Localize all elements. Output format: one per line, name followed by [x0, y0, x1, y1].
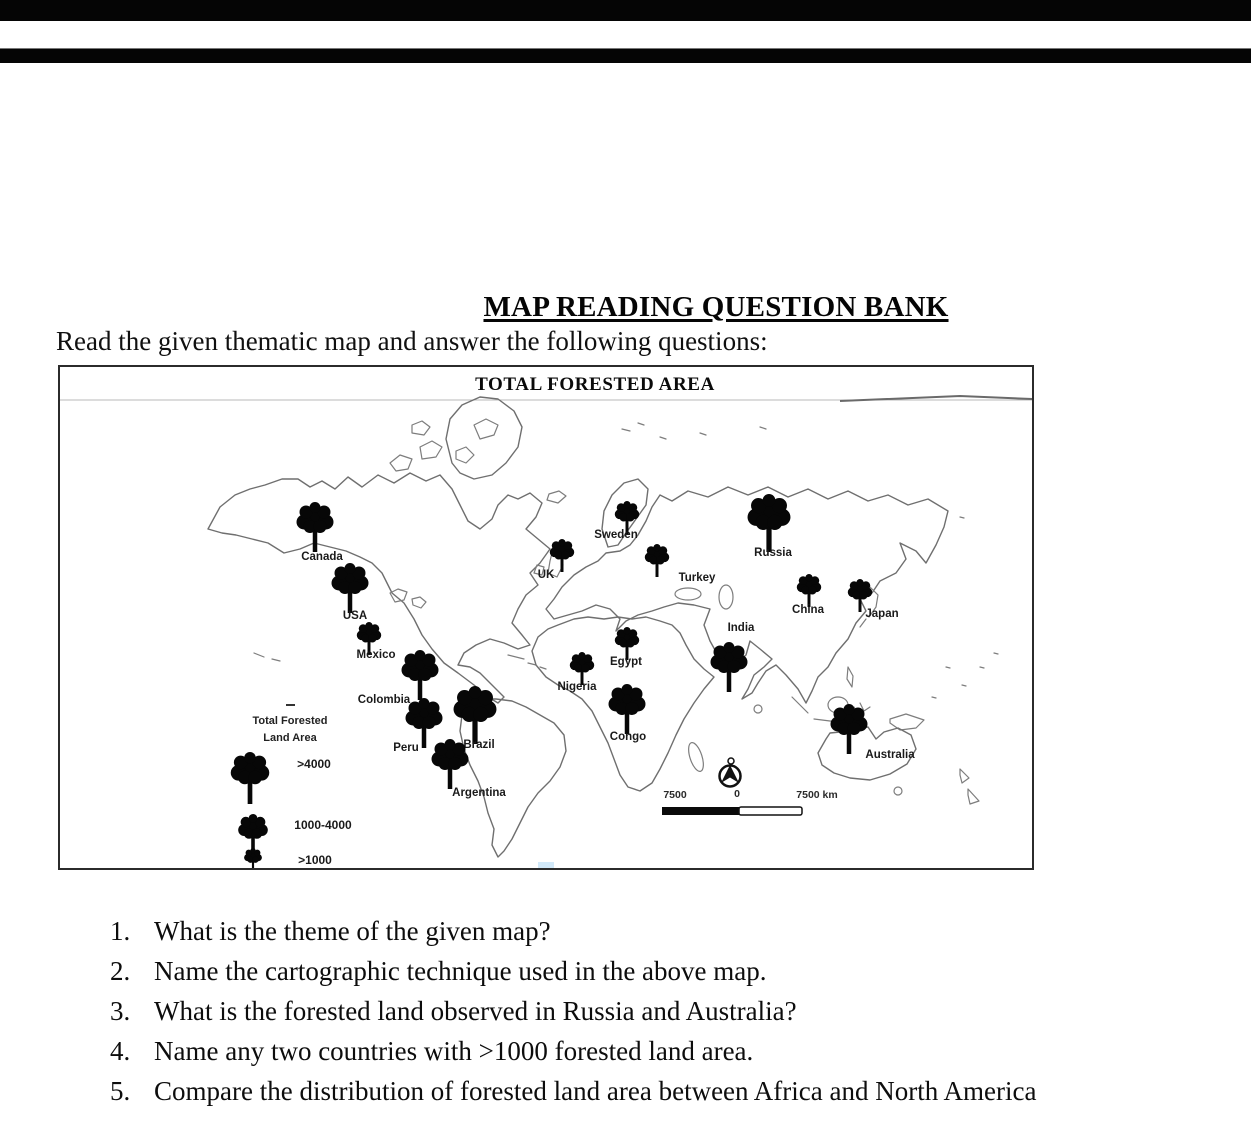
- caspian-sea: [719, 585, 733, 609]
- coastlines-layer: [208, 397, 998, 857]
- tree-symbol-argentina: [432, 739, 469, 789]
- scale-group: [662, 758, 838, 815]
- country-label-japan: Japan: [865, 608, 899, 620]
- legend-heading-line1: Total Forested: [252, 715, 328, 727]
- question-number: 4.: [110, 1036, 131, 1066]
- country-label-brazil: Brazil: [463, 739, 495, 751]
- question-item-5: [110, 1076, 1036, 1107]
- tree-symbol-china: [797, 574, 821, 607]
- question-list: [110, 916, 1036, 1116]
- country-label-usa: USA: [342, 610, 368, 622]
- legend-item-label-0: >4000: [297, 757, 331, 771]
- question-number: 5.: [110, 1076, 131, 1106]
- new-zealand: [960, 769, 979, 804]
- thematic-map: [60, 367, 1032, 868]
- tree-symbol-usa: [332, 563, 369, 613]
- hawaii-islands: [254, 653, 280, 661]
- legend-item-label-2: >1000: [298, 853, 332, 867]
- new-guinea: [890, 714, 924, 730]
- countries-layer: [297, 494, 916, 799]
- coastline-north-america: [208, 473, 550, 703]
- question-item-4: [110, 1036, 1036, 1067]
- question-number: 3.: [110, 996, 131, 1026]
- sri-lanka: [754, 705, 762, 713]
- legend-tree-2: [244, 848, 262, 868]
- great-lakes: [390, 589, 426, 608]
- country-label-egypt: Egypt: [610, 656, 642, 668]
- question-item-1: [110, 916, 1036, 947]
- coastline-philippines: [847, 667, 853, 687]
- country-label-russia: Russia: [754, 547, 792, 559]
- tree-symbol-uk: [550, 539, 574, 572]
- country-label-australia: Australia: [865, 749, 915, 761]
- tree-symbol-congo: [609, 684, 646, 734]
- country-label-nigeria: Nigeria: [557, 681, 597, 693]
- question-number: 1.: [110, 916, 131, 946]
- tree-symbol-australia: [831, 704, 868, 754]
- question-text: Name any two countries with >1000 forested land area.: [154, 1036, 754, 1066]
- svalbard-islands: [622, 423, 766, 439]
- scale-zero-label: 0: [734, 788, 740, 800]
- country-label-argentina: Argentina: [452, 787, 506, 799]
- coastline-iceland: [547, 491, 566, 503]
- pacific-islands: [932, 517, 998, 698]
- madagascar: [686, 741, 707, 773]
- coastline-eurasia: [546, 487, 948, 703]
- scale-left-label: 7500: [663, 789, 687, 801]
- question-text: What is the forested land observed in Russia and Australia?: [154, 996, 797, 1026]
- tree-symbol-turkey: [645, 544, 669, 577]
- country-label-congo: Congo: [609, 731, 647, 743]
- coastline-arctic-islands: [390, 419, 498, 471]
- tree-symbol-colombia: [402, 650, 439, 700]
- country-label-colombia: Colombia: [357, 694, 411, 706]
- legend-item-label-1: 1000-4000: [294, 818, 352, 832]
- country-label-uk: UK: [537, 569, 555, 581]
- question-number: 2.: [110, 956, 131, 986]
- question-item-2: [110, 956, 1036, 987]
- legend-heading-line2: Land Area: [263, 732, 317, 744]
- question-text: Compare the distribution of forested land area between Africa and North America: [154, 1076, 1037, 1106]
- page-title: MAP READING QUESTION BANK: [483, 291, 949, 323]
- black-sea: [675, 588, 701, 600]
- tasmania: [894, 787, 902, 795]
- country-label-mexico: Mexico: [356, 649, 396, 661]
- country-label-china: China: [792, 604, 824, 616]
- question-text: What is the theme of the given map?: [154, 916, 551, 946]
- caribbean-islands: [508, 655, 546, 669]
- tree-symbol-canada: [297, 502, 334, 552]
- compass-top-loop-icon: [728, 758, 734, 764]
- legend-items-layer: [231, 752, 352, 868]
- country-label-sweden: Sweden: [594, 529, 638, 541]
- top-black-bar: [0, 0, 1251, 21]
- second-black-bar: [0, 49, 1251, 63]
- tree-symbol-brazil: [454, 686, 497, 744]
- instruction-text: Read the given thematic map and answer the following questions:: [56, 326, 768, 356]
- question-text: Name the cartographic technique used in the above map.: [154, 956, 767, 986]
- scale-bar-empty: [739, 807, 802, 815]
- question-item-3: [110, 996, 1036, 1027]
- tree-symbol-india: [711, 642, 748, 692]
- legend-tree-0: [231, 752, 269, 804]
- scale-bar-filled: [662, 807, 739, 815]
- scan-blue-smudge: [538, 862, 554, 868]
- country-label-canada: Canada: [301, 551, 343, 563]
- legend: [231, 705, 352, 868]
- map-title: TOTAL FORESTED AREA: [475, 374, 715, 395]
- tree-symbol-russia: [748, 494, 791, 552]
- tree-symbol-peru: [406, 698, 443, 748]
- thematic-map-frame: [58, 365, 1034, 870]
- country-label-india: India: [727, 622, 755, 634]
- country-label-peru: Peru: [393, 742, 419, 754]
- scale-right-label: 7500 km: [796, 789, 838, 801]
- country-label-turkey: Turkey: [678, 572, 716, 584]
